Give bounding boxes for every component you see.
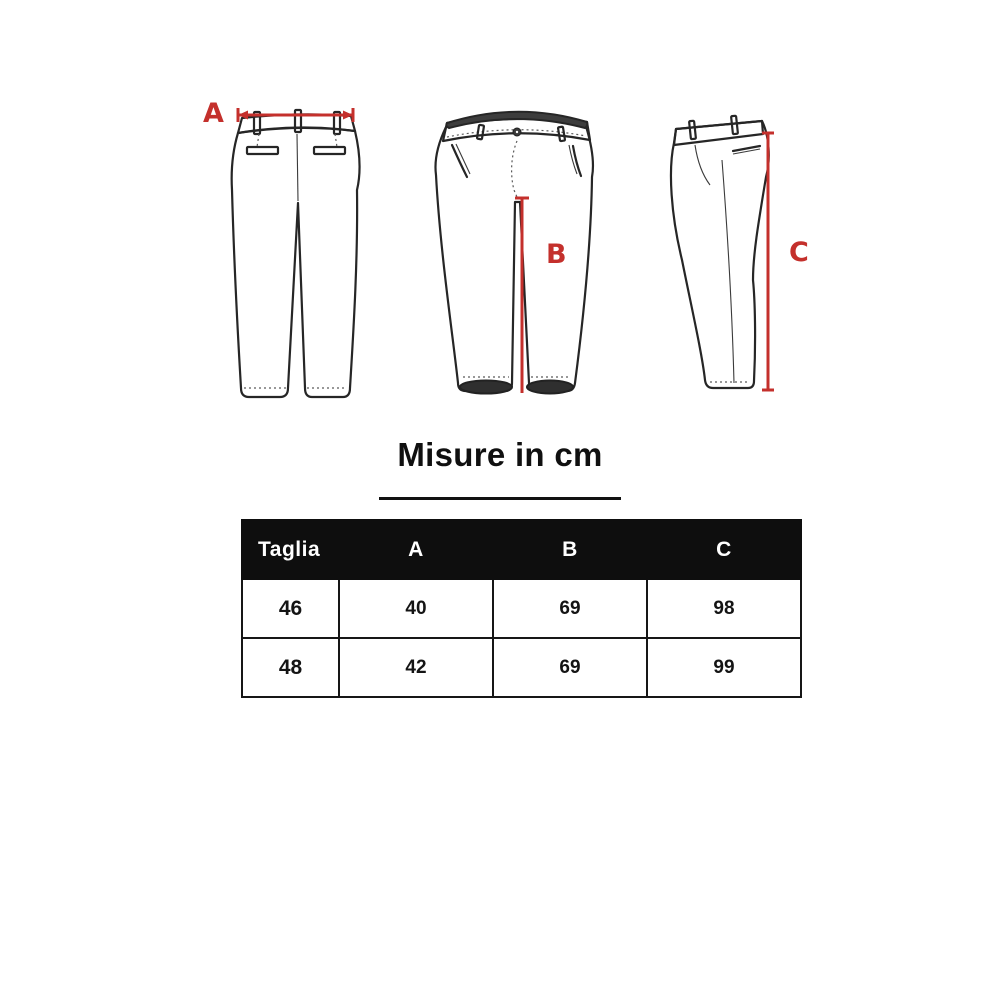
measure-label-b: B <box>546 239 567 270</box>
cell-size-48: 48 <box>242 638 339 697</box>
size-table <box>241 519 802 698</box>
header-a: A <box>339 520 493 579</box>
table-row <box>242 638 801 697</box>
cell-46-b: 69 <box>493 579 647 638</box>
cell-48-b: 69 <box>493 638 647 697</box>
waistband-inner-shade <box>446 112 587 128</box>
cell-46-c: 98 <box>647 579 801 638</box>
page-title: Misure in cm <box>397 436 603 473</box>
header-c: C <box>647 520 801 579</box>
header-b: B <box>493 520 647 579</box>
header-taglia: Taglia <box>242 520 339 579</box>
size-table-header-row <box>242 520 801 579</box>
measure-label-a: A <box>203 98 224 129</box>
cell-48-c: 99 <box>647 638 801 697</box>
cell-46-a: 40 <box>339 579 493 638</box>
title-underline <box>379 497 621 500</box>
measure-label-c: C <box>789 237 809 268</box>
measure-line-c <box>762 133 774 390</box>
table-row <box>242 579 801 638</box>
cell-48-a: 42 <box>339 638 493 697</box>
pants-front-view-drawing <box>425 85 620 415</box>
pants-back-view-drawing <box>195 88 380 413</box>
cell-size-46: 46 <box>242 579 339 638</box>
measure-line-b <box>515 198 529 393</box>
